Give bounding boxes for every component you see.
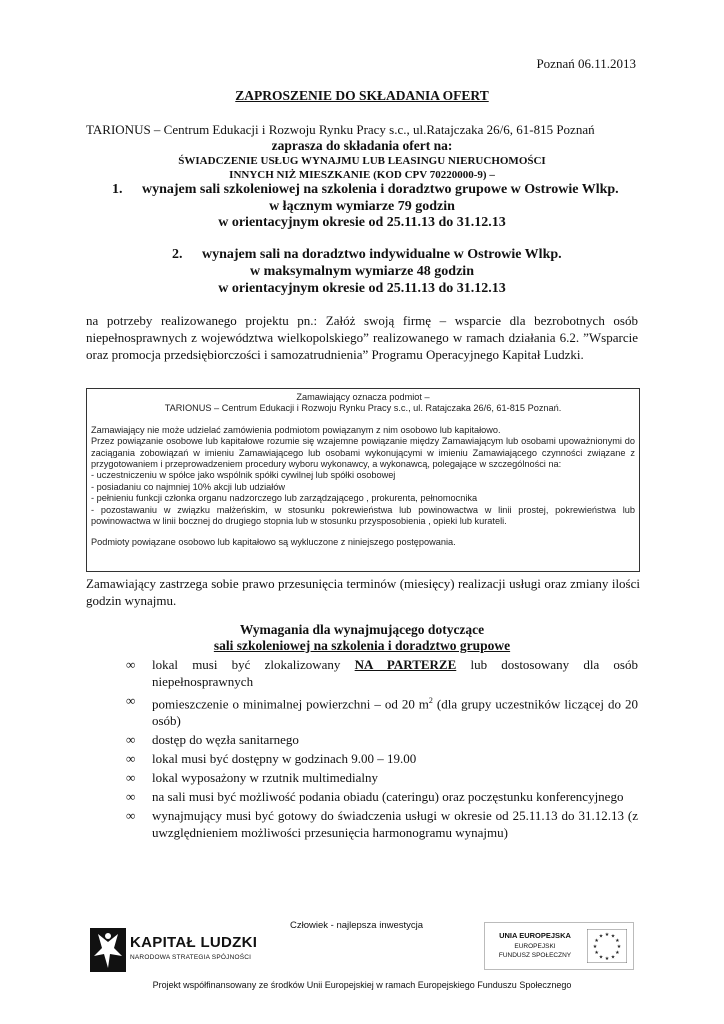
requirement-text: wynajmujący musi być gotowy do świadczenia usługi w okresie od 25.11.13 do 31.12.13 (z uwzględnieniem możliwości przesunięcia harmonogramu wynajmu) [152,808,638,841]
document-date: Poznań 06.11.2013 [536,56,636,71]
requirement-text: lokal wyposażony w rzutnik multimedialny [152,770,379,786]
cofinancing-note: Projekt współfinansowany ze środków Unii Europejskiej w ramach Europejskiego Funduszu Społecznego [152,980,572,990]
service-line-1: ŚWIADCZENIE USŁUG WYNAJMU LUB LEASINGU NIERUCHOMOŚCI [178,155,546,167]
invite-line: zaprasza do składania ofert na: [271,138,453,153]
notice-line-2: TARIONUS – Centrum Edukacji i Rozwoju Rynku Pracy s.c., ul. Ratajczaka 26/6, 61-815 Poznań. [164,403,562,414]
kapital-ludzki-subtitle: NARODOWA STRATEGIA SPÓJNOŚCI [130,954,252,961]
notice-bullet: - pełnieniu funkcji członka organu nadzorczego lub zarządzającego , prokurenta, pełnomocnika [91,493,478,504]
notice-line-1: Zamawiający oznacza podmiot – [296,392,430,402]
svg-text:★: ★ [592,944,598,950]
requirement-text: lokal musi być zlokalizowany [152,657,355,672]
item-1-line2: w łącznym wymiarze 79 godzin [269,199,455,214]
item-1-line3: w orientacyjnym okresie od 25.11.13 do 31.12.13 [218,215,506,230]
infinity-bullet-icon: ∞ [126,770,136,786]
infinity-bullet-icon: ∞ [126,657,136,672]
project-paragraph: na potrzeby realizowanego projektu pn.: Załóż swoją firmę – wsparcie dla bezrobotnych osób niepełnosprawnych z województwa wielkopolskiego” realizowanego w ramach działania 6.2. ”Wsparcie oraz promocja przedsiębiorczości i samozatrudnienia” Programu Operacyjnego Kapitał Ludzki. [86,313,638,362]
infinity-bullet-icon: ∞ [126,693,136,708]
svg-text:★: ★ [615,938,620,944]
reserve-paragraph: Zamawiający zastrzega sobie prawo przesunięcia terminów (miesięcy) realizacji usługi oraz zmiany ilości godzin wynajmu. [86,576,640,608]
organization-line: TARIONUS – Centrum Edukacji i Rozwoju Rynku Pracy s.c., ul.Ratajczaka 26/6, 61-815 Poznań [86,122,595,137]
requirements-title: Wymagania dla wynajmującego dotyczące [239,622,485,637]
requirement-item [126,788,638,805]
document-title: ZAPROSZENIE DO SKŁADANIA OFERT [235,88,489,103]
item-1-heading [112,182,619,198]
svg-text:★: ★ [598,933,604,940]
notice-box [86,388,640,572]
requirements-subtitle: sali szkoleniowej na szkolenia i doradztwo grupowe [213,638,511,653]
infinity-bullet-icon: ∞ [126,751,136,767]
svg-text:★: ★ [604,956,610,962]
item-2-line2: w maksymalnym wymiarze 48 godzin [250,264,474,279]
notice-bullet: - pozostawaniu w związku małżeńskim, w stosunku pokrewieństwa lub powinowactwa w linii prostej, pokrewieństwa lub powinowactwa w linii bocznej do drugiego stopnia lub w stosunku przysposobienia , opieki lub kurateli. [91,504,635,527]
item-1-number: 1. [112,182,123,197]
svg-text:★: ★ [616,944,622,950]
kapital-ludzki-emblem-icon [90,928,126,972]
notice-bullet: - posiadaniu co najmniej 10% akcji lub udziałów [91,481,286,492]
service-line-2: INNYCH NIŻ MIESZKANIE (KOD CPV 70220000-9) – [229,169,495,181]
requirement-text: dostęp do węzła sanitarnego [152,732,299,748]
svg-text:★: ★ [610,954,616,961]
notice-line-3: Zamawiający nie może udzielać zamówienia podmiotom powiązanym z nim osobowo lub kapitałowo. [91,424,501,435]
kapital-ludzki-logo [90,928,280,972]
requirement-item [126,807,638,841]
requirement-text: pomieszczenie o minimalnej powierzchni – od 20 m [152,696,429,712]
eu-flag-icon [587,929,627,963]
item-1-line1: wynajem sali szkoleniowej na szkolenia i doradztwo grupowe w Ostrowie Wlkp. [142,182,619,197]
notice-closing: Podmioty powiązane osobowo lub kapitałowo są wykluczone z niniejszego postępowania. [91,537,456,548]
kapital-ludzki-name: KAPITAŁ LUDZKI [130,934,258,951]
svg-text:★: ★ [610,933,616,940]
svg-text:★: ★ [594,950,599,956]
requirements-list [126,656,638,843]
requirement-item [126,769,638,786]
eu-line-2: EUROPEJSKI [514,943,556,950]
notice-paragraph: Przez powiązanie osobowe lub kapitałowe rozumie się wzajemne powiązanie między Zamawiającym lub osobami upoważnionymi do zaciągania zobowiązań w imieniu Zamawiającego lub osobami wykonującymi w imieniu Zamawiającego czynności związane z przygotowaniem i przeprowadzeniem procedury wyboru wykonawcy, a wykonawcą, polegające w szczególności na: [91,436,635,470]
requirement-text: (dla grupy uczestników liczącej do 20 osób) [152,696,638,729]
footer-slogan: Człowiek - najlepsza inwestycja [290,920,424,931]
svg-text:★: ★ [615,950,620,956]
svg-text:★: ★ [594,938,599,944]
requirement-item [126,731,638,748]
infinity-bullet-icon: ∞ [126,808,136,824]
infinity-bullet-icon: ∞ [126,732,136,748]
infinity-bullet-icon: ∞ [126,789,136,805]
eu-efs-logo [484,922,634,970]
item-2-line1: wynajem sali na doradztwo indywidualne w Ostrowie Wlkp. [202,247,562,262]
requirement-item [126,692,638,729]
notice-bullet: - uczestniczeniu w spółce jako wspólnik spółki cywilnej lub spółki osobowej [91,470,396,481]
eu-line-1: UNIA EUROPEJSKA [499,931,571,940]
superscript: 2 [428,696,433,705]
ground-floor-emphasis: NA PARTERZE [354,657,457,672]
item-2-line3: w orientacyjnym okresie od 25.11.13 do 31.12.13 [218,281,506,296]
requirement-item [126,656,638,690]
requirement-text: lokal musi być dostępny w godzinach 9.00 – 19.00 [152,751,417,767]
item-2-number: 2. [172,247,183,262]
eu-line-3: FUNDUSZ SPOŁECZNY [498,952,572,959]
item-2-heading [172,247,562,263]
requirement-item [126,750,638,767]
svg-text:★: ★ [598,954,604,961]
requirement-text: lub dostosowany dla osób niepełnosprawnych [152,657,638,689]
requirement-text: na sali musi być możliwość podania obiadu (cateringu) oraz poczęstunku konferencyjnego [152,789,624,805]
svg-text:★: ★ [604,932,610,938]
